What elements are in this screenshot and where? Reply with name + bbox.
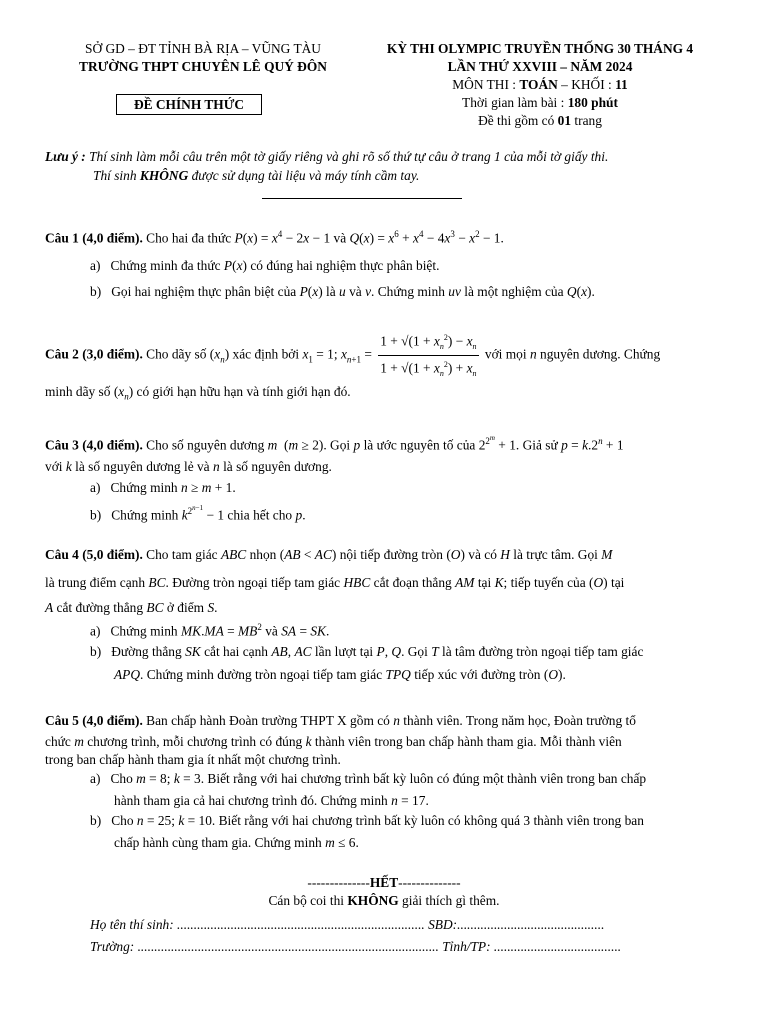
question-3-line-2: với k là số nguyên dương lẻ và n là số nguyên dương. (45, 459, 332, 474)
q4-text3: nội tiếp đường tròn (339, 547, 443, 562)
q3-text: Cho số nguyên dương (142, 437, 265, 453)
q3-text4: . Giả sử (515, 437, 558, 453)
question-2: Câu 2 (3,0 điểm). Cho dãy số $(x_n)$ xác định bởi $x_1 = 1$; $x_{n+1}$ = $\frac{1 + √(1 + x_n^2) - x_n}{1 + √(1 + x_n^2) + x_n}$ với mọi n nguyên dương. Chứng (45, 329, 660, 384)
q1-a-text: Chứng minh đa thức (110, 258, 221, 273)
candidate-name-line: Họ tên thí sinh: .......................................................................... SBD:............................................ (90, 917, 605, 932)
end-word: HẾT (369, 875, 399, 890)
q4-label: Câu 4 (5,0 điểm). (45, 547, 143, 562)
q1-b-text3: và (349, 284, 362, 299)
q1-b-text5: là một nghiệm của (464, 284, 564, 299)
time-prefix: Thời gian làm bài : (462, 95, 568, 110)
q2-line2b: có giới hạn hữu hạn và tính giới hạn đó. (136, 384, 351, 399)
note-text-2c: được sử dụng tài liệu và máy tính cầm tay. (188, 168, 420, 183)
q1-b-text2: là (326, 284, 336, 299)
end-marker (0, 875, 768, 891)
question-3: Câu 3 (4,0 điểm). Cho số nguyên dương m (m ≥ 2). Gọi p là ước nguyên tố của $2^{2^m} + 1$. Giả sử $p = k.2^n + 1$ (45, 434, 624, 453)
q5-b-text1: Cho (111, 813, 134, 828)
proctor-pre: Cán bộ coi thi (268, 893, 348, 908)
contest-title: KỲ THI OLYMPIC TRUYỀN THỐNG 30 THÁNG 4 (386, 41, 694, 56)
q4-b-text: Đường thẳng (111, 644, 182, 659)
q1-text: Cho hai đa thức (142, 230, 235, 246)
question-5: Câu 5 (4,0 điểm). Ban chấp hành Đoàn trường THPT X gồm có n thành viên. Trong năm học, Đoàn trường tổ (45, 713, 636, 728)
grade: 11 (615, 77, 628, 92)
q3-line2b: là số nguyên dương lẻ và (75, 459, 210, 474)
q5-part-b: b) Cho n = 25; k = 10. Biết rằng với hai chương trình bất kỳ luôn có không quá 3 thành viên trong ban (90, 813, 644, 828)
q4-text5: là trực tâm. Gọi (513, 547, 598, 562)
pages-suffix: trang (571, 113, 602, 128)
q4-b-text5: là tâm đường tròn ngoại tiếp tam giác (442, 644, 644, 659)
q5-part-a-line-2: hành tham gia cả hai chương trình đó. Chứng minh n = 17. (114, 793, 429, 808)
q5-line2a: chức (45, 734, 71, 749)
q4-line3: cắt đường thẳng (56, 600, 144, 615)
q3-b-text2: chia hết cho (227, 507, 293, 523)
q1-a-text2: có đúng hai nghiệm thực phân biệt. (250, 258, 440, 273)
q2-text3: với mọi (484, 346, 527, 362)
contest-edition: LẦN THỨ XXVIII – NĂM 2024 (447, 59, 633, 74)
q4-b-text6: . Chứng minh đường tròn ngoại tiếp tam giác (140, 667, 383, 682)
q3-part-b: b) Chứng minh $k^{2^{n-1}} - 1$ chia hết cho p. (90, 504, 306, 523)
q5-a-text2: . Biết rằng với hai chương trình bất kỳ luôn có đúng một thành viên trong ban chấp (200, 771, 647, 786)
note-label: Lưu ý : (45, 149, 86, 164)
q2-text2: xác định bởi (232, 346, 300, 362)
q5-part-b-line-2: chấp hành cùng tham gia. Chứng minh m ≤ 6. (114, 835, 359, 850)
q4-line2b: . Đường tròn ngoại tiếp tam giác (165, 575, 341, 590)
q3-label: Câu 3 (4,0 điểm). (45, 437, 143, 453)
proctor-bold: KHÔNG (347, 893, 399, 908)
q4-b-text7: tiếp xúc với đường tròn (414, 667, 541, 682)
note-line-1 (45, 149, 608, 165)
question-5-line-3: trong ban chấp hành tham gia ít nhất một chương trình. (45, 752, 341, 767)
q3-b-text: Chứng minh (111, 507, 179, 523)
q3-text2: . Gọi (323, 437, 351, 453)
q5-line2c: thành viên trong ban chấp hành tham gia. Mỗi thành viên (314, 734, 622, 749)
subject: TOÁN (519, 77, 558, 92)
q5-text2: thành viên. Trong năm học, Đoàn trường tổ (403, 713, 636, 728)
q4-part-b: b) Đường thẳng SK cắt hai cạnh AB, AC lần lượt tại P, Q. Gọi T là tâm đường tròn ngoại tiếp tam giác (90, 644, 644, 659)
q4-part-b-line-2: APQ. Chứng minh đường tròn ngoại tiếp tam giác TPQ tiếp xúc với đường tròn (O). (114, 667, 566, 682)
q1-part-a: a) Chứng minh đa thức P(x) có đúng hai nghiệm thực phân biệt. (90, 258, 440, 273)
q4-b-text4: . Gọi (401, 644, 428, 659)
q4-line2: là trung điểm cạnh (45, 575, 146, 590)
q5-b-text3: thành viên trong ban (533, 813, 644, 828)
q4-b-text2: cắt hai cạnh (204, 644, 269, 659)
question-5-line-2: chức m chương trình, mỗi chương trình có đúng k thành viên trong ban chấp hành tham gia. Mỗi thành viên (45, 734, 622, 749)
pages-line (355, 112, 725, 130)
q4-b-text3: lần lượt tại (314, 644, 374, 659)
q3-line2a: với (45, 459, 63, 474)
school-province-line: Trường: .......................................................................................... Tỉnh/TP: ...................................... (90, 939, 622, 954)
q4-line2c: cắt đoạn thẳng (373, 575, 452, 590)
q2-text: Cho dãy số (142, 346, 207, 362)
question-4-line-3: A cắt đường thẳng BC ở điểm S. (45, 600, 218, 615)
q4-line2e: ; tiếp tuyến của (503, 575, 586, 590)
q2-label: Câu 2 (3,0 điểm). (45, 346, 143, 362)
q3-text3: là ước nguyên tố của (363, 437, 476, 453)
q3-part-a: a) Chứng minh n ≥ m + 1. (90, 480, 236, 495)
proctor-note (0, 893, 768, 909)
q4-line2f: tại (610, 575, 625, 590)
q2-text4: nguyên dương. Chứng (540, 346, 661, 362)
note-text-2b: KHÔNG (139, 168, 189, 183)
q4-line2d: tại (477, 575, 492, 590)
time-value: 180 phút (567, 95, 618, 110)
q4-a-text2: và (265, 623, 278, 639)
pages-count: 01 (557, 113, 572, 128)
q1-label: Câu 1 (4,0 điểm). (45, 230, 143, 246)
q4-part-a: a) Chứng minh $MK.MA = MB^2$ và SA = SK. (90, 622, 330, 639)
question-1: Câu 1 (4,0 điểm). Cho hai đa thức $P(x) = x^4 - 2x - 1$ và $Q(x) = x^6 + x^4 - 4x^3 - x^2 - 1$. (45, 229, 504, 246)
q1-b-text: Gọi hai nghiệm thực phân biệt của (111, 284, 297, 299)
province-label: Tỉnh/TP: (442, 939, 491, 954)
q4-text2: nhọn (249, 547, 277, 562)
q5-line2b: chương trình, mỗi chương trình có đúng (87, 734, 303, 749)
note-text-2a: Thí sinh (93, 168, 140, 183)
q1-part-b: b) Gọi hai nghiệm thực phân biệt của P(x) là u và v. Chứng minh uv là một nghiệm của Q(x). (90, 284, 595, 299)
note-text-1: Thí sinh làm mỗi câu trên một tờ giấy riêng và ghi rõ số thứ tự câu ở trang 1 của mỗi tờ giấy thi. (85, 149, 609, 164)
subject-prefix: MÔN THI : (452, 77, 520, 92)
q5-b-text2: . Biết rằng với hai chương trình bất kỳ luôn có không quá (211, 813, 521, 828)
q4-text4: và có (468, 547, 497, 562)
q5-a-text3: hành tham gia cả hai chương trình đó. Chứng minh (114, 793, 388, 808)
time-line (355, 94, 725, 112)
q5-part-a: a) Cho m = 8; k = 3. Biết rằng với hai chương trình bất kỳ luôn có đúng một thành viên trong ban chấp (90, 771, 647, 786)
end-dashes-right: -------------- (398, 875, 461, 890)
proctor-post: giải thích gì thêm. (398, 893, 500, 908)
q3-line2c: là số nguyên dương. (223, 459, 332, 474)
end-dashes-left: -------------- (307, 875, 370, 890)
q3-a-text: Chứng minh (110, 480, 178, 495)
question-4: Câu 4 (5,0 điểm). Cho tam giác ABC nhọn (AB < AC) nội tiếp đường tròn (O) và có H là trực tâm. Gọi M (45, 547, 613, 562)
q4-text: Cho tam giác (142, 547, 218, 562)
q5-label: Câu 5 (4,0 điểm). (45, 713, 143, 728)
q4-a-text: Chứng minh (110, 623, 178, 639)
question-4-line-2: là trung điểm cạnh BC. Đường tròn ngoại tiếp tam giác HBC cắt đoạn thẳng AM tại K; tiếp tuyến của (O) tại (45, 575, 625, 590)
pages-prefix: Đề thi gồm có (478, 113, 558, 128)
q5-a-text1: Cho (110, 771, 133, 786)
candidate-name-label: Họ tên thí sinh: (90, 917, 174, 932)
school-name: TRƯỜNG THPT CHUYÊN LÊ QUÝ ĐÔN (79, 59, 327, 74)
official-exam-box: ĐỀ CHÍNH THỨC (116, 94, 262, 115)
subject-line (355, 76, 725, 94)
question-2-line-2: minh dãy số $(x_n)$ có giới hạn hữu hạn và tính giới hạn đó. (45, 384, 351, 402)
q4-line3b: ở điểm (166, 600, 205, 615)
school-label: Trường: (90, 939, 135, 954)
grade-prefix: – KHỐI : (557, 77, 616, 92)
q5-b-text4: chấp hành cùng tham gia. Chứng minh (114, 835, 322, 850)
q2-fraction: $\frac{1 + √(1 + x_n^2) - x_n}{1 + √(1 + x_n^2) + x_n}$ (378, 329, 478, 382)
q5-text: Ban chấp hành Đoàn trường THPT X gồm có (142, 713, 390, 728)
note-line-2 (93, 168, 419, 184)
q1-b-text4: . Chứng minh (371, 284, 445, 299)
sbd-label: SBD: (428, 917, 458, 932)
divider (262, 198, 462, 199)
q2-line2a: minh dãy số (45, 384, 111, 399)
department-name: SỞ GD – ĐT TỈNH BÀ RỊA – VŨNG TÀU (85, 41, 321, 56)
